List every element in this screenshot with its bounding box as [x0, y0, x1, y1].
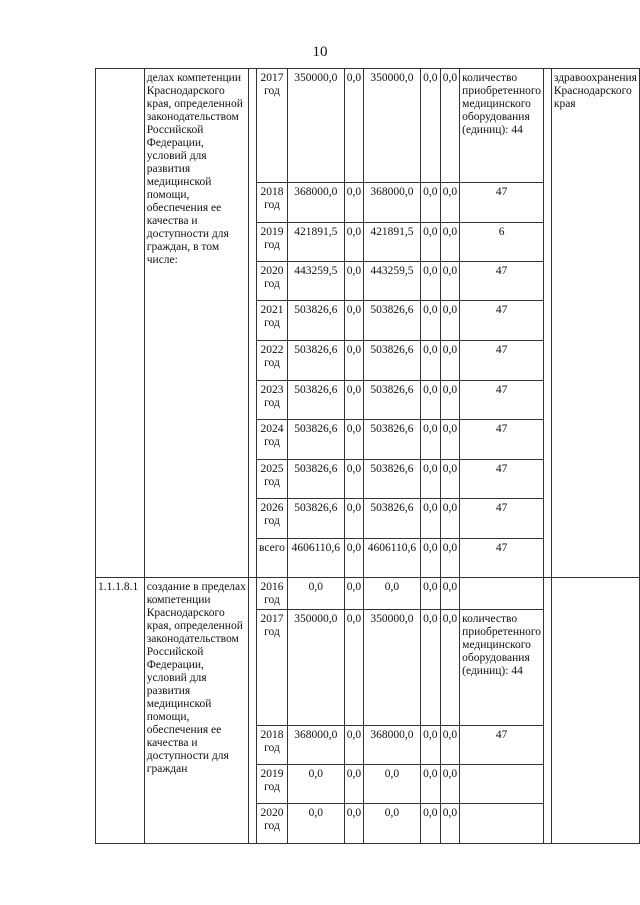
other-cell: 0,0: [440, 223, 459, 262]
total-cell: 503826,6: [287, 341, 344, 381]
indicator-cell: 6: [460, 223, 544, 262]
municipal-cell: 0,0: [420, 420, 440, 460]
indicator-cell: 47: [460, 341, 544, 381]
municipal-cell: 0,0: [420, 460, 440, 499]
item-description: создание в пределах компетенции Краснодарского края, определенной законодательством Российской Федерации, условий для развития медицинской помощи, обеспечения ее качества и доступности для граждан: [144, 578, 248, 844]
municipal-cell: 0,0: [420, 381, 440, 420]
total-cell: 0,0: [287, 804, 344, 844]
total-cell: 503826,6: [287, 301, 344, 341]
total-cell: 421891,5: [287, 223, 344, 262]
total-cell: 4606110,6: [287, 539, 344, 578]
total-cell: 0,0: [287, 765, 344, 804]
table-row: [96, 69, 640, 183]
total-cell: 350000,0: [287, 69, 344, 183]
other-cell: 0,0: [440, 262, 459, 301]
municipal-cell: 0,0: [420, 69, 440, 183]
total-cell: 368000,0: [287, 183, 344, 223]
federal-cell: 0,0: [344, 381, 363, 420]
year-cell: 2020 год: [257, 804, 288, 844]
indicator-cell: [460, 765, 544, 804]
indicator-cell: 47: [460, 460, 544, 499]
other-cell: 0,0: [440, 578, 459, 610]
municipal-cell: 0,0: [420, 726, 440, 765]
federal-cell: 0,0: [344, 578, 363, 610]
regional-cell: 0,0: [364, 804, 421, 844]
year-cell: 2022 год: [257, 341, 288, 381]
regional-cell: 503826,6: [364, 460, 421, 499]
regional-cell: 503826,6: [364, 499, 421, 539]
page-number: 10: [312, 44, 328, 60]
year-cell: 2020 год: [257, 262, 288, 301]
other-cell: 0,0: [440, 341, 459, 381]
regional-cell: 350000,0: [364, 69, 421, 183]
total-cell: 503826,6: [287, 381, 344, 420]
municipal-cell: 0,0: [420, 183, 440, 223]
item-number: 1.1.1.8.1: [96, 578, 145, 844]
regional-cell: 443259,5: [364, 262, 421, 301]
executor-cell: [551, 578, 639, 844]
regional-cell: 421891,5: [364, 223, 421, 262]
year-cell: 2025 год: [257, 460, 288, 499]
municipal-cell: 0,0: [420, 301, 440, 341]
federal-cell: 0,0: [344, 499, 363, 539]
other-cell: 0,0: [440, 381, 459, 420]
indicator-cell: 47: [460, 381, 544, 420]
indicator-cell: 47: [460, 301, 544, 341]
municipal-cell: 0,0: [420, 610, 440, 726]
federal-cell: 0,0: [344, 420, 363, 460]
total-cell: 503826,6: [287, 499, 344, 539]
year-cell: 2018 год: [257, 726, 288, 765]
regional-cell: 503826,6: [364, 301, 421, 341]
indicator-cell: 47: [460, 539, 544, 578]
spacer-cell: [249, 69, 257, 578]
regional-cell: 0,0: [364, 578, 421, 610]
regional-cell: 503826,6: [364, 381, 421, 420]
indicator-cell: 47: [460, 499, 544, 539]
municipal-cell: 0,0: [420, 539, 440, 578]
federal-cell: 0,0: [344, 262, 363, 301]
municipal-cell: 0,0: [420, 499, 440, 539]
item-description: делах компетенции Краснодарского края, определенной законодательством Российской Федерации, условий для развития медицинской помощи, обеспечения ее качества и доступности для граждан, в том числе:: [144, 69, 248, 578]
year-cell: 2023 год: [257, 381, 288, 420]
federal-cell: 0,0: [344, 69, 363, 183]
municipal-cell: 0,0: [420, 223, 440, 262]
other-cell: 0,0: [440, 610, 459, 726]
program-table: [95, 68, 640, 844]
year-cell: 2019 год: [257, 765, 288, 804]
other-cell: 0,0: [440, 804, 459, 844]
year-cell: 2024 год: [257, 420, 288, 460]
regional-cell: 4606110,6: [364, 539, 421, 578]
total-cell: 503826,6: [287, 460, 344, 499]
year-cell: 2017 год: [257, 610, 288, 726]
indicator-cell: [460, 804, 544, 844]
year-cell: 2019 год: [257, 223, 288, 262]
year-cell: 2021 год: [257, 301, 288, 341]
indicator-cell: 47: [460, 726, 544, 765]
year-cell: 2016 год: [257, 578, 288, 610]
federal-cell: 0,0: [344, 804, 363, 844]
regional-cell: 503826,6: [364, 420, 421, 460]
indicator-cell: количество приобретенного медицинского оборудования (единиц): 44: [460, 610, 544, 726]
spacer-cell: [249, 578, 257, 844]
item-number-cell: [96, 69, 145, 578]
executor-cell: здравоохранения Краснодарского края: [551, 69, 639, 578]
year-cell: 2018 год: [257, 183, 288, 223]
federal-cell: 0,0: [344, 460, 363, 499]
year-cell: всего: [257, 539, 288, 578]
federal-cell: 0,0: [344, 223, 363, 262]
municipal-cell: 0,0: [420, 262, 440, 301]
indicator-cell: количество приобретенного медицинского оборудования (единиц): 44: [460, 69, 544, 183]
regional-cell: 503826,6: [364, 341, 421, 381]
other-cell: 0,0: [440, 301, 459, 341]
municipal-cell: 0,0: [420, 765, 440, 804]
other-cell: 0,0: [440, 499, 459, 539]
federal-cell: 0,0: [344, 765, 363, 804]
total-cell: 443259,5: [287, 262, 344, 301]
year-cell: 2017 год: [257, 69, 288, 183]
federal-cell: 0,0: [344, 726, 363, 765]
other-cell: 0,0: [440, 460, 459, 499]
indicator-cell: 47: [460, 420, 544, 460]
other-cell: 0,0: [440, 183, 459, 223]
indicator-cell: 47: [460, 262, 544, 301]
year-cell: 2026 год: [257, 499, 288, 539]
municipal-cell: 0,0: [420, 578, 440, 610]
other-cell: 0,0: [440, 69, 459, 183]
federal-cell: 0,0: [344, 301, 363, 341]
other-cell: 0,0: [440, 539, 459, 578]
spacer-cell: [544, 69, 552, 578]
other-cell: 0,0: [440, 420, 459, 460]
federal-cell: 0,0: [344, 341, 363, 381]
federal-cell: 0,0: [344, 610, 363, 726]
indicator-cell: 47: [460, 183, 544, 223]
spacer-cell: [544, 578, 552, 844]
other-cell: 0,0: [440, 726, 459, 765]
total-cell: 350000,0: [287, 610, 344, 726]
other-cell: 0,0: [440, 765, 459, 804]
total-cell: 503826,6: [287, 420, 344, 460]
regional-cell: 0,0: [364, 765, 421, 804]
regional-cell: 350000,0: [364, 610, 421, 726]
municipal-cell: 0,0: [420, 804, 440, 844]
regional-cell: 368000,0: [364, 183, 421, 223]
federal-cell: 0,0: [344, 183, 363, 223]
total-cell: 0,0: [287, 578, 344, 610]
federal-cell: 0,0: [344, 539, 363, 578]
indicator-cell: [460, 578, 544, 610]
regional-cell: 368000,0: [364, 726, 421, 765]
table-row: [96, 578, 640, 610]
municipal-cell: 0,0: [420, 341, 440, 381]
total-cell: 368000,0: [287, 726, 344, 765]
